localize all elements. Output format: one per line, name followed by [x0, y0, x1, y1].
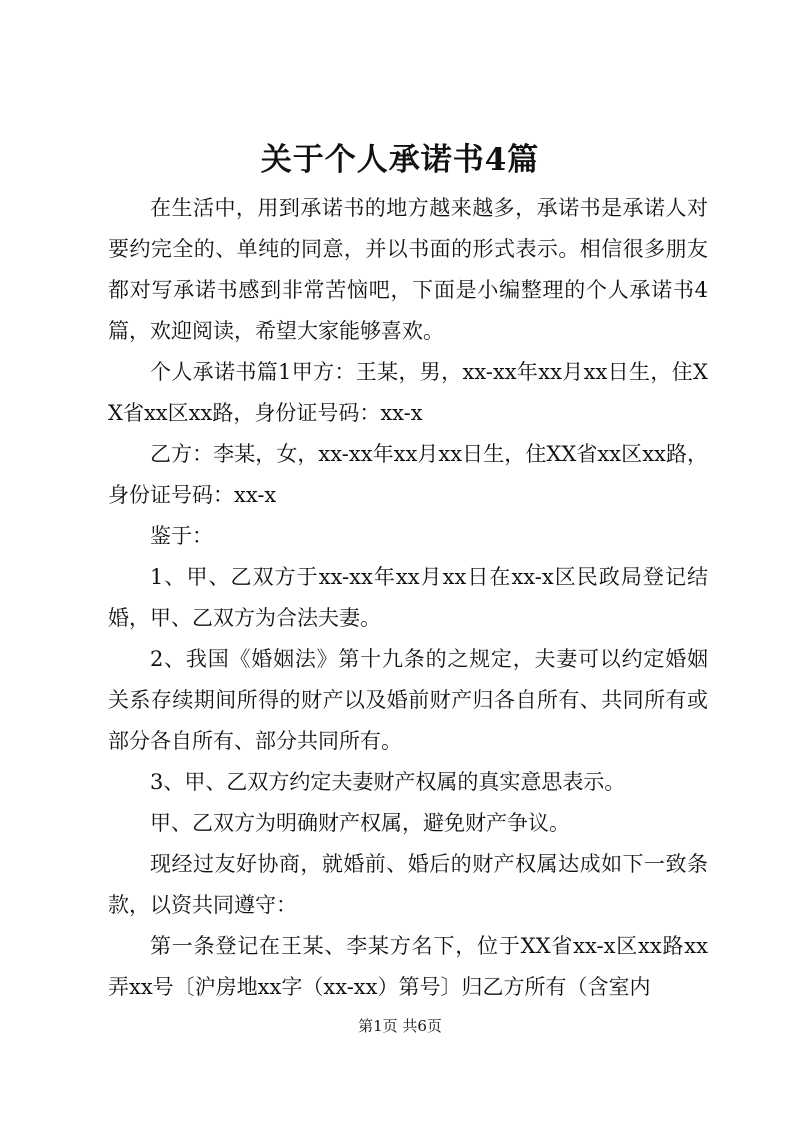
whereas-heading: 鉴于： — [150, 524, 213, 548]
document-body — [108, 188, 708, 1008]
purpose-paragraph: 甲、乙双方为明确财产权属，避免财产争议。 — [150, 811, 570, 835]
page-footer: 第1页 共6页 — [358, 1017, 442, 1035]
party-b-paragraph: 乙方：李某，女，xx-xx年xx月xx日生，住XX省xx区xx路，身份证号码：xx-x — [108, 442, 708, 507]
clause-3-paragraph: 3、甲、乙双方约定夫妻财产权属的真实意思表示。 — [150, 770, 626, 794]
clause-2-paragraph: 2、我国《婚姻法》第十九条的之规定，夫妻可以约定婚姻关系存续期间所得的财产以及婚前财产归各自所有、共同所有或部分各自所有、部分共同所有。 — [108, 647, 708, 753]
clause-1-paragraph: 1、甲、乙双方于xx-xx年xx月xx日在xx-x区民政局登记结婚，甲、乙双方为合法夫妻。 — [108, 565, 708, 630]
party-a-paragraph: 个人承诺书篇1甲方：王某，男，xx-xx年xx月xx日生，住XX省xx区xx路，身份证号码：xx-x — [108, 360, 708, 425]
agreement-paragraph: 现经过友好协商，就婚前、婚后的财产权属达成如下一致条款，以资共同遵守： — [108, 852, 708, 917]
document-title: 关于个人承诺书4篇 — [260, 142, 540, 178]
intro-paragraph: 在生活中，用到承诺书的地方越来越多，承诺书是承诺人对要约完全的、单纯的同意，并以书面的形式表示。相信很多朋友都对写承诺书感到非常苦恼吧，下面是小编整理的个人承诺书4篇，欢迎阅读，希望大家能够喜欢。 — [108, 196, 708, 343]
article-1-paragraph: 第一条登记在王某、李某方名下，位于XX省xx-x区xx路xx弄xx号〔沪房地xx字（xx-xx）第号〕归乙方所有（含室内 — [108, 934, 708, 999]
